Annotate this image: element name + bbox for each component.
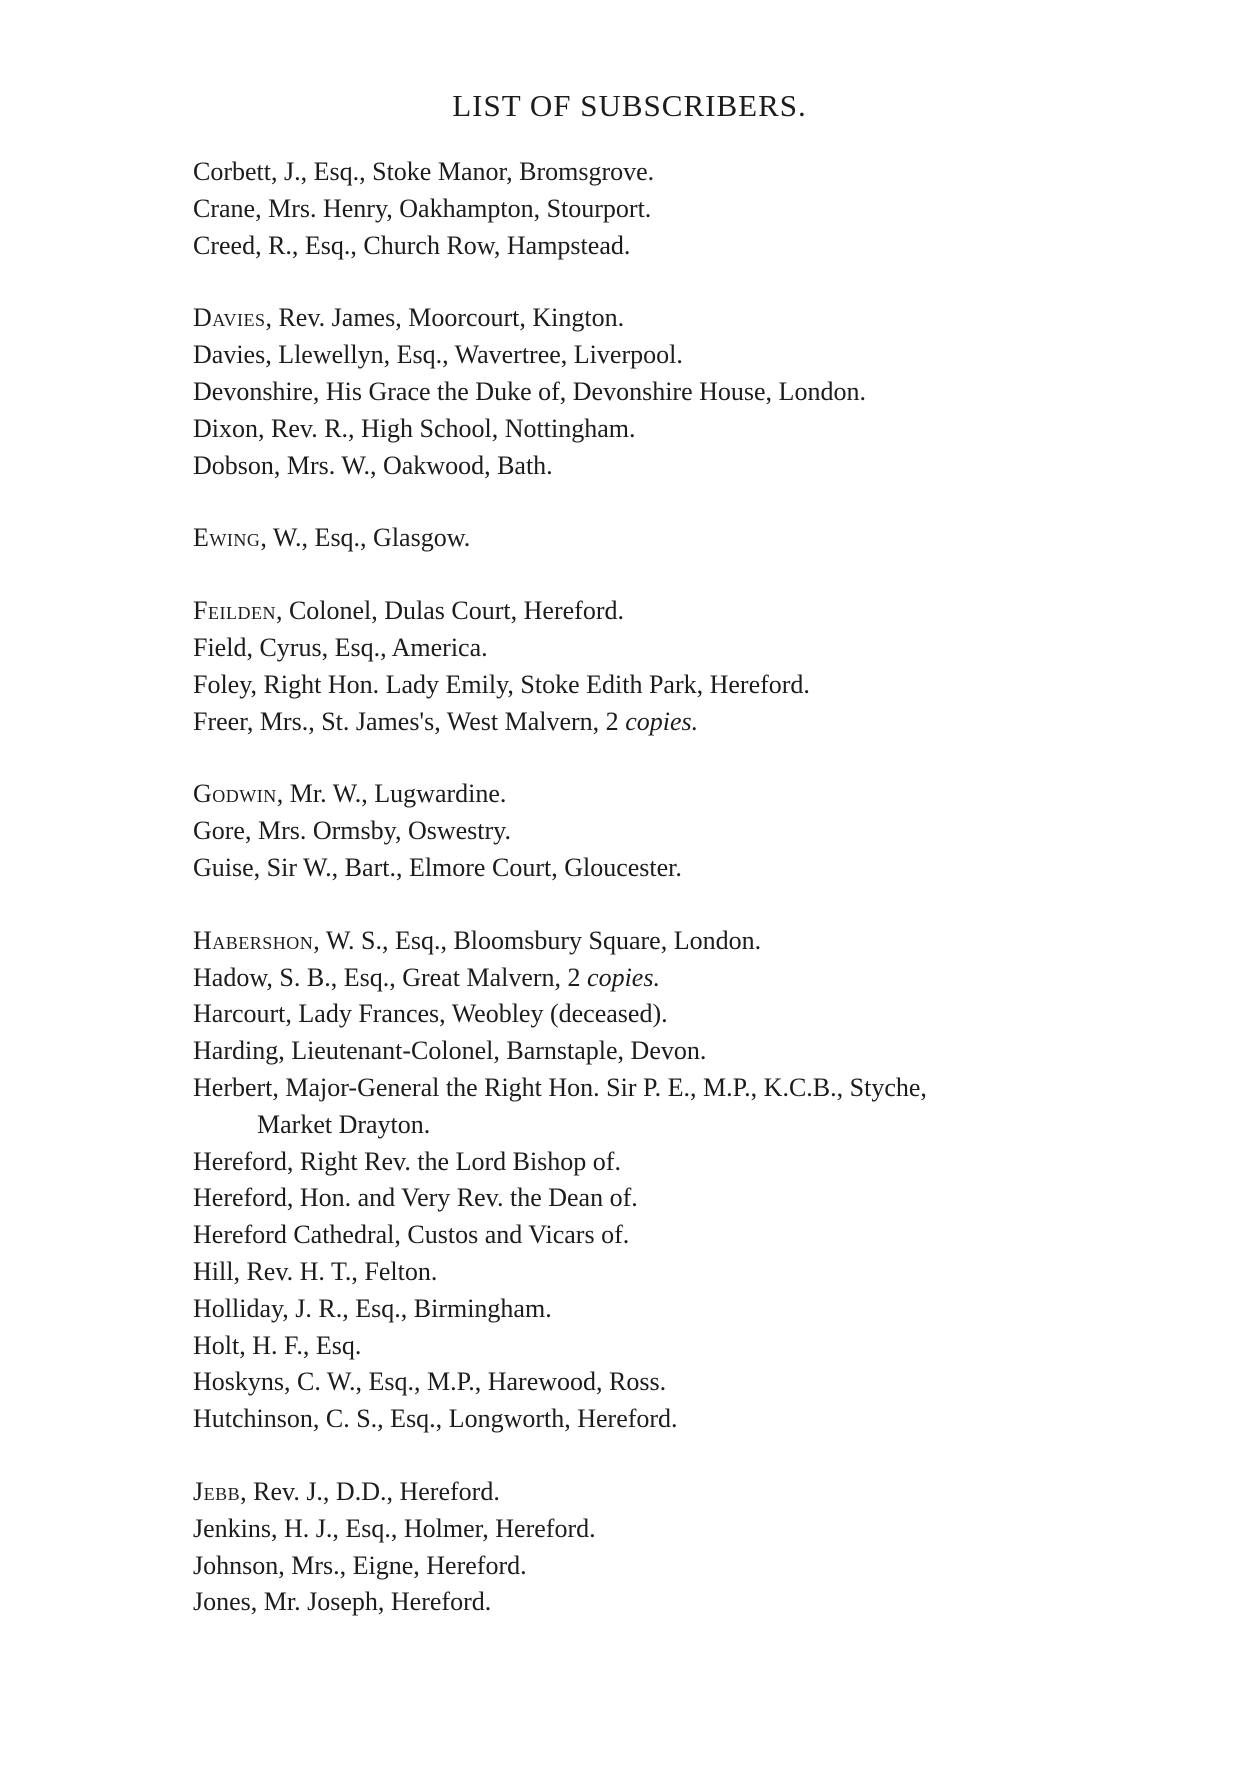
entry-text: Davies, Llewellyn, Esq., Wavertree, Liverpool. xyxy=(193,340,683,370)
entry-text: , W. S., Esq., Bloomsbury Square, London. xyxy=(313,925,762,955)
page-title: LIST OF SUBSCRIBERS. xyxy=(452,88,807,123)
subscriber-entry xyxy=(193,191,1193,228)
copies-note: copies. xyxy=(625,706,699,736)
subscriber-entry xyxy=(193,1328,1193,1365)
entry-text: Hadow, S. B., Esq., Great Malvern, 2 xyxy=(193,962,588,992)
subscriber-entry xyxy=(193,1144,1193,1181)
entry-text: Holliday, J. R., Esq., Birmingham. xyxy=(193,1293,552,1323)
subscriber-entry xyxy=(193,667,1193,704)
entry-text: Johnson, Mrs., Eigne, Hereford. xyxy=(193,1550,527,1580)
subscriber-entry xyxy=(193,630,1193,667)
subscriber-group xyxy=(193,1474,1193,1621)
entry-text: , Rev. James, Moorcourt, Kington. xyxy=(265,303,625,333)
subscriber-entry xyxy=(193,411,1193,448)
surname-small-caps: Feilden xyxy=(193,596,276,626)
entry-text: Foley, Right Hon. Lady Emily, Stoke Edith Park, Hereford. xyxy=(193,669,810,699)
entry-text: Dixon, Rev. R., High School, Nottingham. xyxy=(193,413,636,443)
subscriber-entry xyxy=(193,228,1193,265)
entry-text: Hereford, Right Rev. the Lord Bishop of. xyxy=(193,1146,621,1176)
entry-text: Dobson, Mrs. W., Oakwood, Bath. xyxy=(193,450,553,480)
subscriber-group xyxy=(193,776,1193,886)
subscriber-entry xyxy=(193,704,1193,741)
entry-text: Gore, Mrs. Ormsby, Oswestry. xyxy=(193,816,511,846)
entry-text: Hereford, Hon. and Very Rev. the Dean of. xyxy=(193,1183,638,1213)
subscriber-entry xyxy=(193,1291,1193,1328)
subscriber-entry xyxy=(193,776,1193,813)
subscriber-group xyxy=(193,520,1193,557)
subscriber-entry xyxy=(193,996,1193,1033)
subscriber-entry xyxy=(193,1584,1193,1621)
entry-text: Corbett, J., Esq., Stoke Manor, Bromsgrove. xyxy=(193,157,655,186)
subscriber-entry xyxy=(193,337,1193,374)
entry-text: Harding, Lieutenant-Colonel, Barnstaple, Devon. xyxy=(193,1036,707,1066)
subscriber-entry xyxy=(193,813,1193,850)
surname-small-caps: Jebb xyxy=(193,1476,241,1506)
subscriber-entry xyxy=(193,374,1193,411)
subscriber-group xyxy=(193,154,1193,264)
entry-text: Crane, Mrs. Henry, Oakhampton, Stourport. xyxy=(193,193,652,223)
entry-text: Hereford Cathedral, Custos and Vicars of. xyxy=(193,1220,630,1250)
subscriber-group xyxy=(193,300,1193,484)
subscriber-entry xyxy=(193,1364,1193,1401)
entry-text: Hill, Rev. H. T., Felton. xyxy=(193,1256,438,1286)
subscriber-entry xyxy=(193,1070,1193,1144)
subscriber-entry xyxy=(193,448,1193,485)
subscriber-entry xyxy=(193,593,1193,630)
subscriber-entry xyxy=(193,1033,1193,1070)
entry-text: Hutchinson, C. S., Esq., Longworth, Hereford. xyxy=(193,1404,678,1434)
subscriber-entry xyxy=(193,850,1193,887)
entry-text: Creed, R., Esq., Church Row, Hampstead. xyxy=(193,230,631,260)
entry-text: , Colonel, Dulas Court, Hereford. xyxy=(275,596,624,626)
subscriber-group xyxy=(193,593,1193,740)
entry-text: Guise, Sir W., Bart., Elmore Court, Gloucester. xyxy=(193,852,682,882)
entry-text: Jones, Mr. Joseph, Hereford. xyxy=(193,1587,492,1617)
subscriber-entry xyxy=(193,1180,1193,1217)
copies-note: copies. xyxy=(587,962,660,992)
entry-continuation: Market Drayton. xyxy=(257,1109,431,1139)
surname-small-caps: Ewing xyxy=(193,523,261,553)
entry-text: Devonshire, His Grace the Duke of, Devonshire House, London. xyxy=(193,376,866,406)
subscriber-list xyxy=(193,154,1193,1657)
subscriber-entry xyxy=(193,1401,1193,1438)
surname-small-caps: Godwin xyxy=(193,779,277,809)
entry-text: , Mr. W., Lugwardine. xyxy=(276,779,507,809)
subscriber-entry xyxy=(193,300,1193,337)
entry-text: Holt, H. F., Esq. xyxy=(193,1330,362,1360)
subscriber-entry xyxy=(193,1254,1193,1291)
entry-text: Harcourt, Lady Frances, Weobley (deceased). xyxy=(193,999,668,1029)
subscriber-entry xyxy=(193,1511,1193,1548)
subscriber-entry xyxy=(193,1474,1193,1511)
entry-text: Freer, Mrs., St. James's, West Malvern, 2 xyxy=(193,706,626,736)
subscriber-group xyxy=(193,923,1193,1438)
entry-text: , W., Esq., Glasgow. xyxy=(260,523,471,553)
entry-text: Field, Cyrus, Esq., America. xyxy=(193,632,488,662)
subscriber-entry xyxy=(193,960,1193,997)
entry-text: Jenkins, H. J., Esq., Holmer, Hereford. xyxy=(193,1513,596,1543)
entry-text: Hoskyns, C. W., Esq., M.P., Harewood, Ross. xyxy=(193,1367,667,1397)
surname-small-caps: Habershon xyxy=(193,925,314,955)
subscriber-entry xyxy=(193,520,1193,557)
subscriber-entry xyxy=(193,923,1193,960)
entry-text: Herbert, Major-General the Right Hon. Sir P. E., M.P., K.C.B., Styche, xyxy=(193,1072,927,1102)
subscriber-entry xyxy=(193,154,1193,191)
surname-small-caps: Davies xyxy=(193,303,266,333)
subscriber-entry xyxy=(193,1548,1193,1585)
entry-text: , Rev. J., D.D., Hereford. xyxy=(240,1476,500,1506)
subscriber-entry xyxy=(193,1217,1193,1254)
